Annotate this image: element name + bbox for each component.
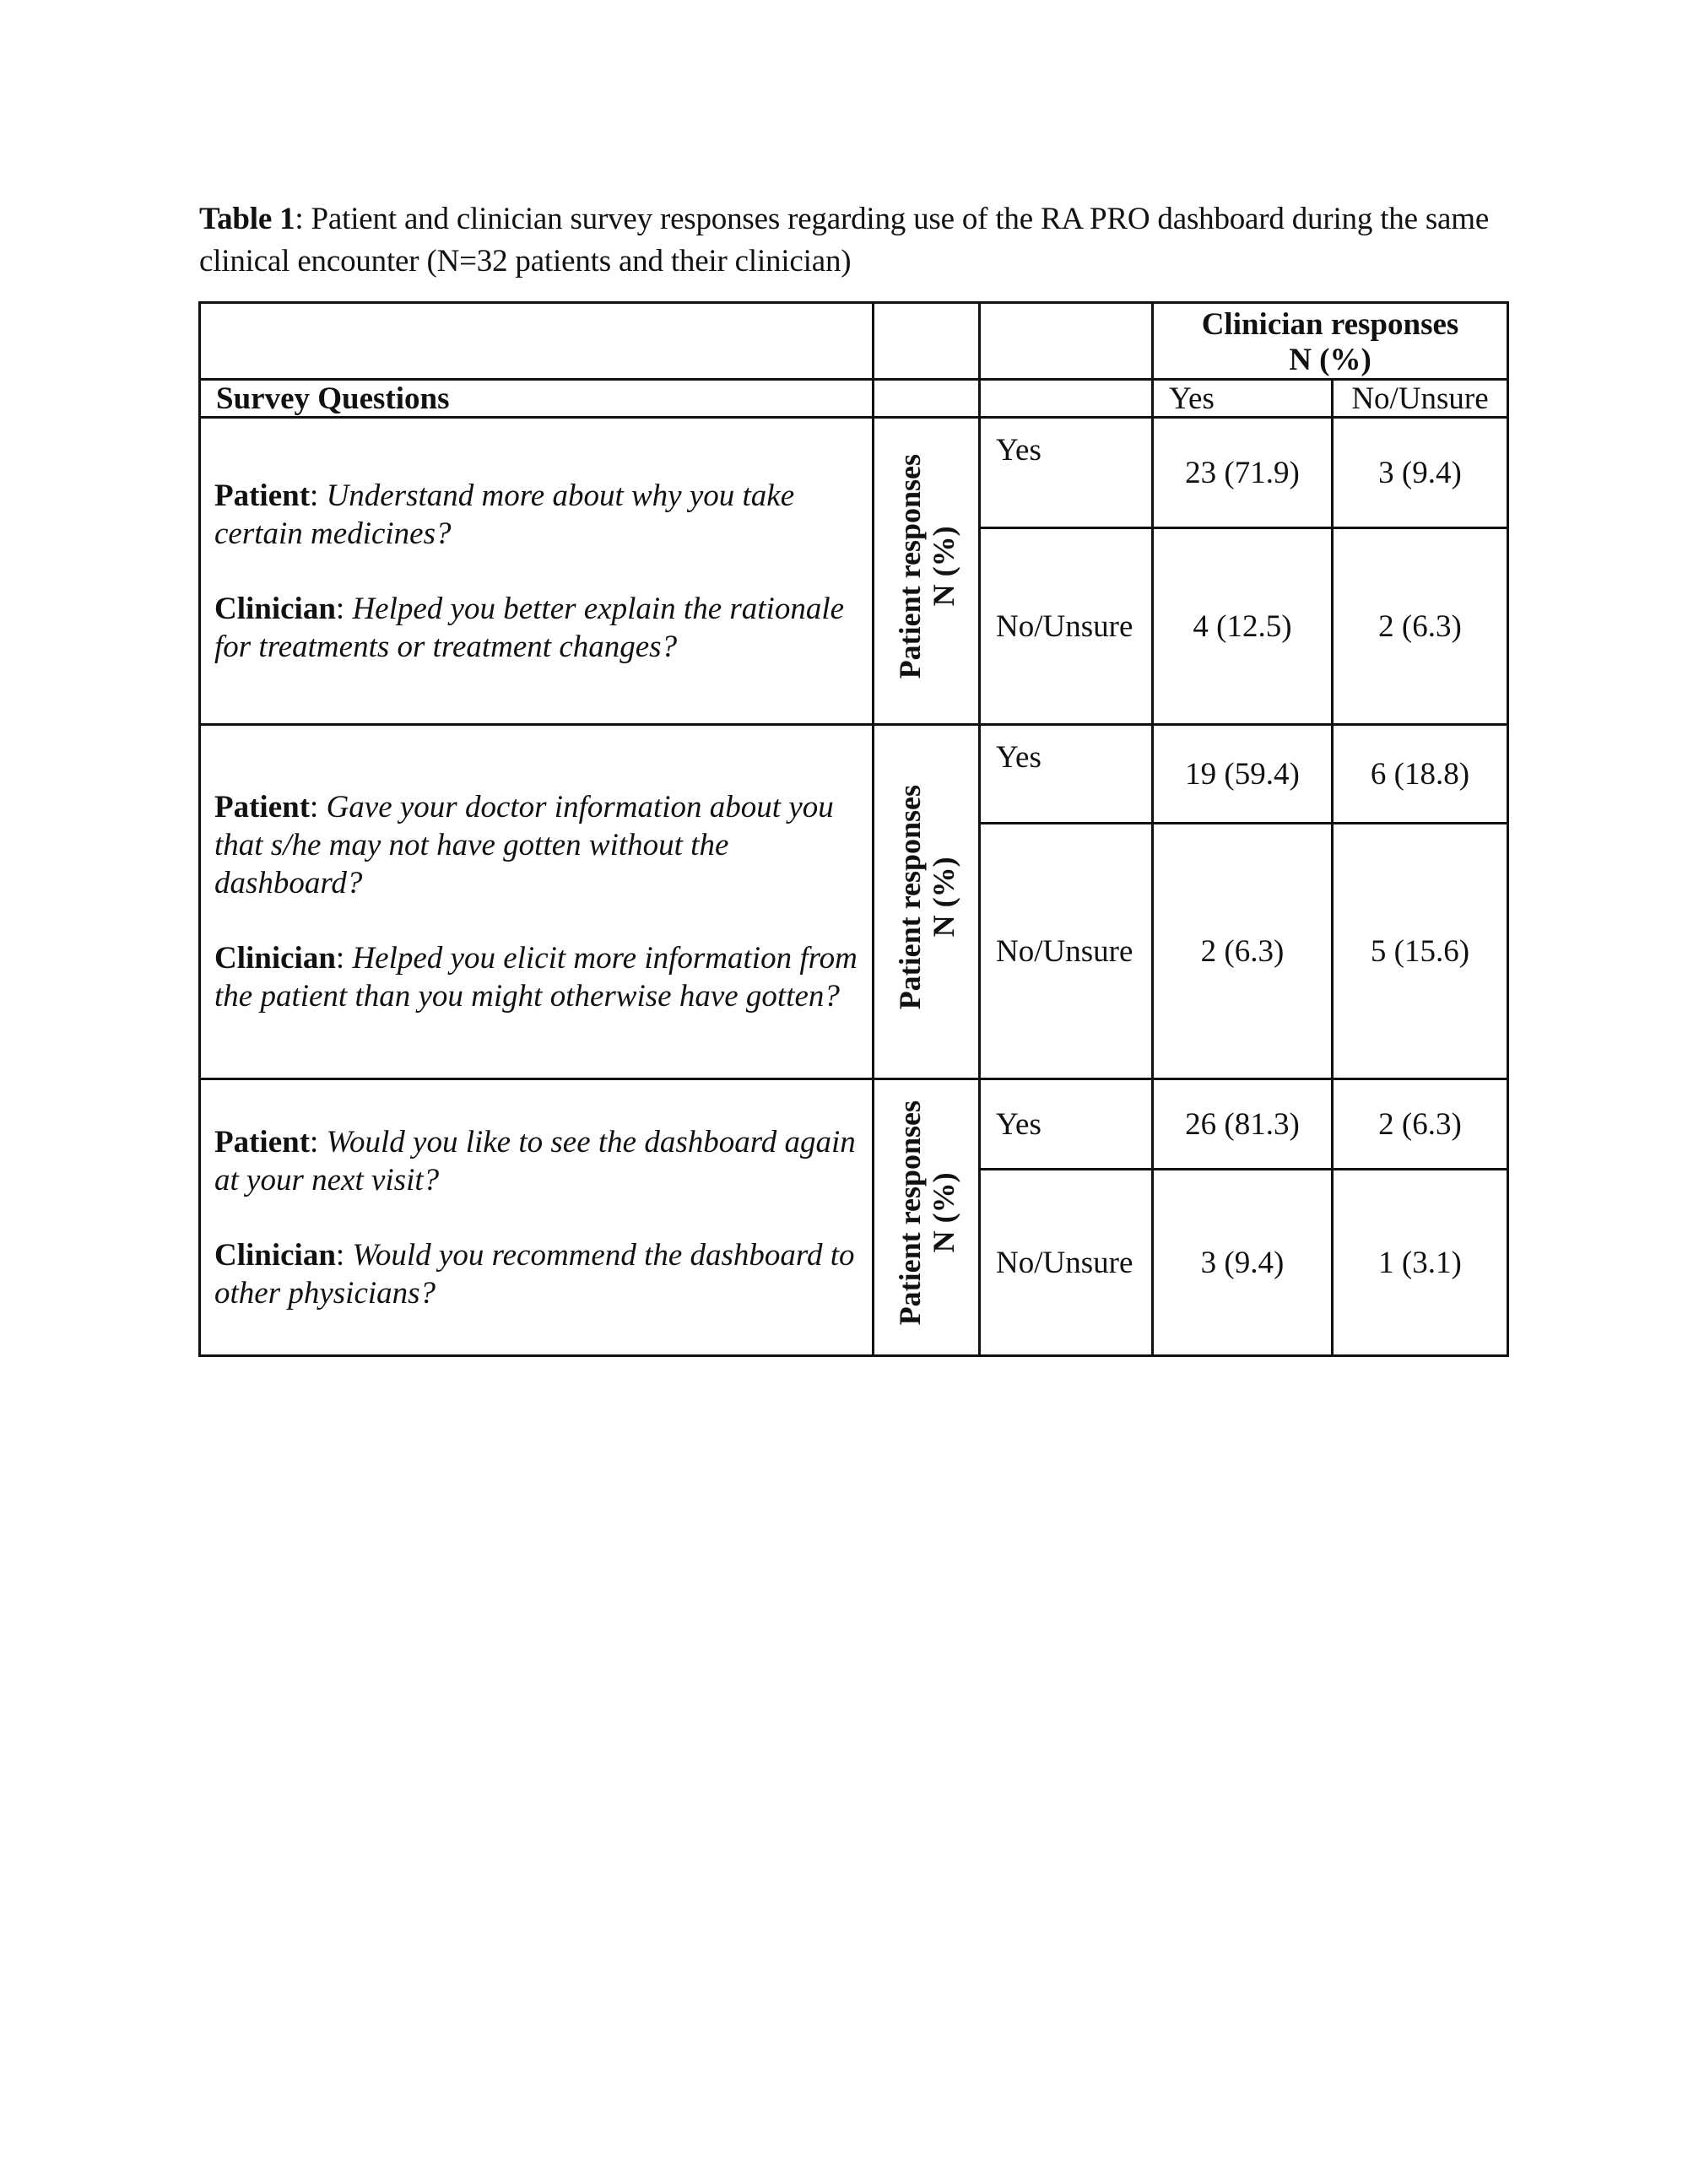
question-cell xyxy=(200,1079,874,1356)
patient-responses-label: Patient responses N (%) xyxy=(874,418,980,725)
patient-question: Patient: Gave your doctor information about you that s/he may not have gotten without the dashboard? xyxy=(214,790,834,900)
table-row xyxy=(200,1079,1508,1170)
clinician-responses-unit: N (%) xyxy=(1289,343,1372,377)
patient-answer-yes: Yes xyxy=(980,725,1153,824)
patient-answer-no-unsure: No/Unsure xyxy=(980,1170,1153,1356)
clinician-yes-value: 3 (9.4) xyxy=(1153,1170,1333,1356)
clinician-no-value: 2 (6.3) xyxy=(1333,528,1508,725)
clinician-yes-value: 4 (12.5) xyxy=(1153,528,1333,725)
table-caption-label: Table 1 xyxy=(199,202,295,236)
question-cell xyxy=(200,418,874,725)
patient-answer-no-unsure: No/Unsure xyxy=(980,824,1153,1079)
header-empty-cell xyxy=(980,303,1153,380)
clinician-yes-value: 19 (59.4) xyxy=(1153,725,1333,824)
table-row xyxy=(200,418,1508,528)
patient-responses-label: Patient responses N (%) xyxy=(874,1079,980,1356)
header-empty-cell xyxy=(874,303,980,380)
clinician-question: Clinician: Helped you better explain the rationale for treatments or treatment changes? xyxy=(214,591,845,664)
clinician-responses-title: Clinician responses xyxy=(1201,307,1459,342)
patient-answer-yes: Yes xyxy=(980,418,1153,528)
patient-answer-yes: Yes xyxy=(980,1079,1153,1170)
clinician-no-value: 5 (15.6) xyxy=(1333,824,1508,1079)
clinician-no-unsure-header: No/Unsure xyxy=(1333,380,1508,418)
clinician-no-value: 3 (9.4) xyxy=(1333,418,1508,528)
clinician-yes-value: 26 (81.3) xyxy=(1153,1079,1333,1170)
clinician-yes-value: 2 (6.3) xyxy=(1153,824,1333,1079)
header-empty-cell xyxy=(980,380,1153,418)
patient-responses-label: Patient responses N (%) xyxy=(874,725,980,1079)
header-row-columns xyxy=(200,380,1508,418)
header-row-group xyxy=(200,303,1508,380)
table-caption xyxy=(199,198,1516,283)
clinician-yes-value: 23 (71.9) xyxy=(1153,418,1333,528)
clinician-yes-header: Yes xyxy=(1153,380,1333,418)
clinician-question: Clinician: Would you recommend the dashboard to other physicians? xyxy=(214,1237,855,1311)
header-empty-cell xyxy=(200,303,874,380)
survey-table xyxy=(198,301,1509,1357)
table-row xyxy=(200,725,1508,824)
clinician-no-value: 2 (6.3) xyxy=(1333,1079,1508,1170)
survey-questions-header: Survey Questions xyxy=(200,380,874,418)
patient-answer-no-unsure: No/Unsure xyxy=(980,528,1153,725)
patient-question: Patient: Understand more about why you take certain medicines? xyxy=(214,478,795,551)
header-empty-cell xyxy=(874,380,980,418)
clinician-responses-header xyxy=(1153,303,1508,380)
question-cell xyxy=(200,725,874,1079)
table-caption-text: : Patient and clinician survey responses regarding use of the RA PRO dashboard during the same clinical encounter (N=32 patients and their clinician) xyxy=(199,202,1490,278)
patient-question: Patient: Would you like to see the dashboard again at your next visit? xyxy=(214,1124,856,1197)
clinician-no-value: 1 (3.1) xyxy=(1333,1170,1508,1356)
clinician-question: Clinician: Helped you elicit more information from the patient than you might otherwise have gotten? xyxy=(214,941,858,1014)
clinician-no-value: 6 (18.8) xyxy=(1333,725,1508,824)
